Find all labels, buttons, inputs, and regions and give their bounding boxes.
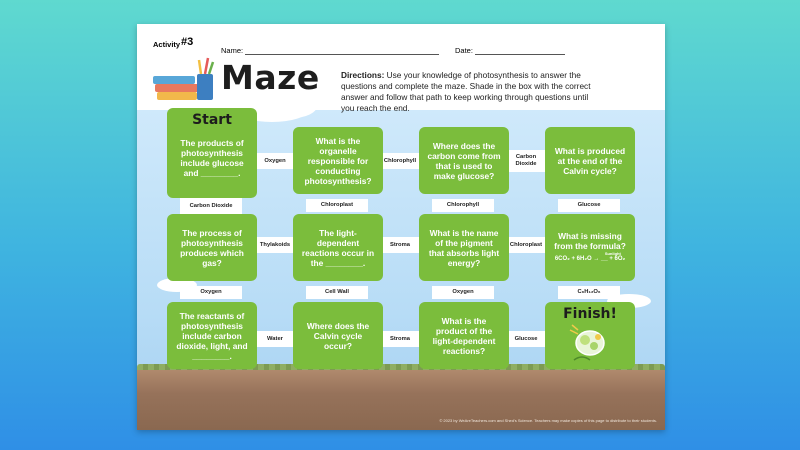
activity-label: Activity bbox=[153, 40, 181, 49]
maze-link[interactable]: Stroma bbox=[381, 237, 419, 253]
books-pencils-icon bbox=[153, 54, 217, 104]
maze-box-finish[interactable] bbox=[545, 302, 635, 369]
box-question: The process of photosynthesis produces which gas? bbox=[180, 227, 244, 268]
box-question: What is missing from the formula? bbox=[554, 231, 626, 251]
maze-link[interactable]: Chlorophyll bbox=[432, 199, 494, 212]
maze-box-start[interactable] bbox=[167, 108, 257, 198]
box-question: What is produced at the end of the Calvin cycle? bbox=[554, 145, 626, 176]
worksheet-page bbox=[137, 24, 665, 430]
directions-text bbox=[341, 70, 603, 114]
maze-link[interactable]: Chloroplast bbox=[507, 237, 545, 253]
copyright-footer: © 2023 by WeAreTeachers.com and Shed's Science. Teachers may make copies of this page to distribute to their students. bbox=[439, 418, 657, 423]
maze-link[interactable]: Oxygen bbox=[257, 153, 293, 169]
plant-cell-icon bbox=[568, 324, 612, 362]
cloud bbox=[615, 64, 655, 86]
maze-link[interactable]: Oxygen bbox=[432, 286, 494, 299]
page-title: Maze bbox=[221, 58, 320, 97]
directions-body: Use your knowledge of photosynthesis to answer the questions and complete the maze. Shade in the box with the correct answer and follow that path to keep working through questions until you reach the end. bbox=[341, 70, 591, 113]
box-question: Where does the Calvin cycle occur? bbox=[306, 320, 370, 351]
maze-box[interactable] bbox=[419, 127, 509, 194]
maze-box[interactable] bbox=[167, 214, 257, 281]
formula-text: 6CO₂ + 6H₂O → __ + 6O₂ bbox=[554, 256, 626, 262]
maze-link[interactable]: Oxygen bbox=[180, 286, 242, 299]
box-question: The products of photosynthesis include glucose and ________. bbox=[180, 138, 244, 178]
maze-link[interactable]: Thylakoids bbox=[257, 237, 293, 253]
maze-box[interactable] bbox=[293, 302, 383, 369]
box-question: The light-dependent reactions occur in the ________. bbox=[301, 227, 375, 268]
maze-link[interactable]: Cell Wall bbox=[306, 286, 368, 299]
maze-link[interactable]: Water bbox=[257, 331, 293, 347]
directions-label: Directions: bbox=[341, 70, 385, 80]
maze-link[interactable]: C₆H₁₂O₆ bbox=[558, 286, 620, 299]
box-question: Where does the carbon come from that is used to make glucose? bbox=[427, 140, 501, 181]
maze-box[interactable] bbox=[545, 127, 635, 194]
activity-number: #3 bbox=[181, 36, 194, 48]
maze-box[interactable] bbox=[293, 127, 383, 194]
maze-box[interactable] bbox=[419, 214, 509, 281]
start-title: Start bbox=[192, 112, 232, 128]
box-question: The reactants of photosynthesis include carbon dioxide, light, and ________. bbox=[176, 310, 248, 361]
date-label: Date: bbox=[455, 46, 473, 55]
maze-link[interactable]: Chlorophyll bbox=[381, 153, 419, 169]
maze-link[interactable]: Carbon Dioxide bbox=[180, 198, 242, 214]
date-field[interactable] bbox=[475, 54, 565, 55]
maze-link[interactable]: Carbon Dioxide bbox=[507, 150, 545, 172]
box-question: What is the product of the light-dependent reactions? bbox=[432, 315, 496, 356]
name-label: Name: bbox=[221, 46, 244, 55]
name-field[interactable] bbox=[245, 54, 439, 55]
finish-title: Finish! bbox=[563, 306, 617, 322]
box-question: What is the organelle responsible for conducting photosynthesis? bbox=[304, 135, 372, 186]
formula-sunlight-label: Sunlight bbox=[604, 251, 621, 256]
maze-link[interactable]: Chloroplast bbox=[306, 199, 368, 212]
maze-link[interactable]: Stroma bbox=[381, 331, 419, 347]
maze-link[interactable]: Glucose bbox=[558, 199, 620, 212]
photosynthesis-formula bbox=[554, 251, 626, 264]
maze-box[interactable] bbox=[167, 302, 257, 369]
maze-box[interactable] bbox=[545, 214, 635, 281]
maze-link[interactable]: Glucose bbox=[507, 331, 545, 347]
maze-box[interactable] bbox=[293, 214, 383, 281]
box-question: What is the name of the pigment that absorbs light energy? bbox=[428, 227, 500, 268]
cloud bbox=[267, 94, 317, 118]
maze-box[interactable] bbox=[419, 302, 509, 369]
